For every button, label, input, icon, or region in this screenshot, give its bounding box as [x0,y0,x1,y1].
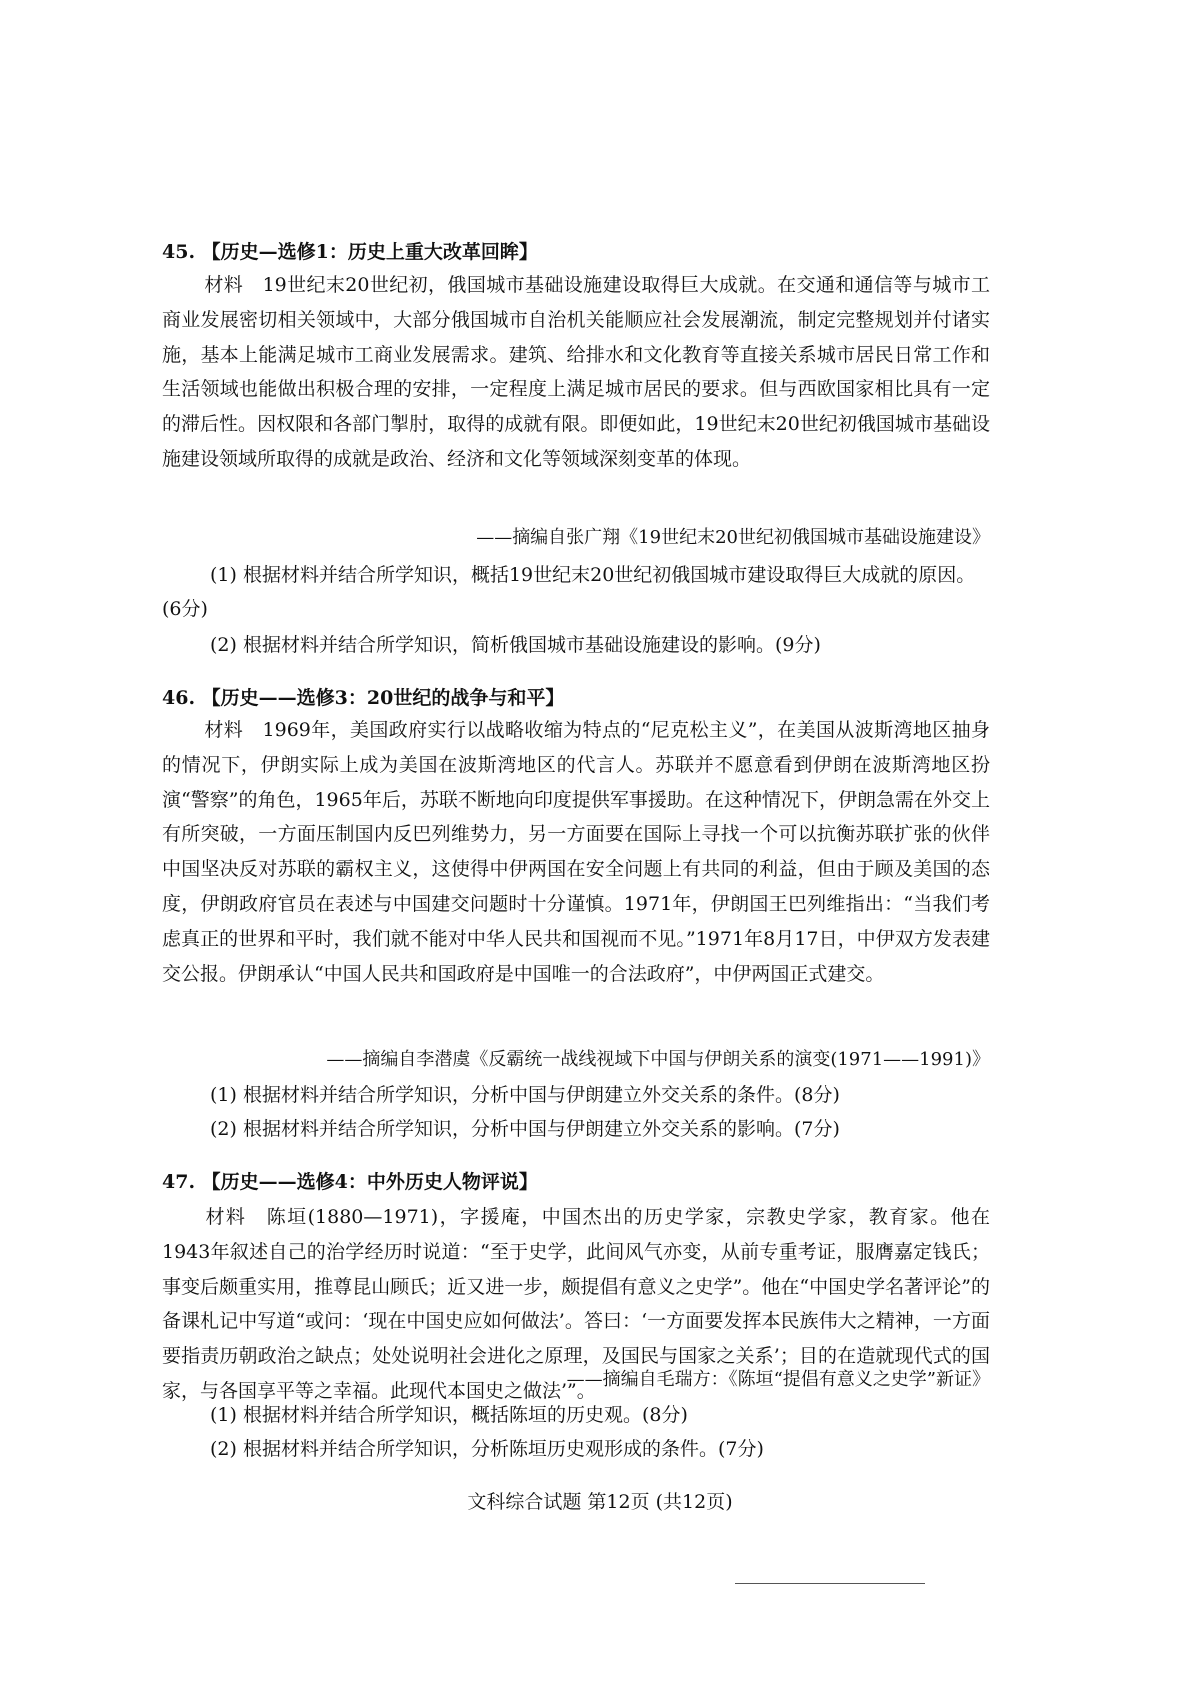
q45-source: ——摘编自张广翔《19世纪末20世纪初俄国城市基础设施建设》 [476,527,990,548]
q47-subquestion-2 [162,1432,990,1466]
q45-title: 45. 【历史—选修1：历史上重大改革回眸】 [162,241,538,263]
bottom-divider [735,1583,925,1584]
page-footer: 文科综合试题 第12页 (共12页) [467,1491,733,1513]
q45-subquestion-1 [162,558,990,626]
q45-subquestion-2 [162,628,990,662]
q47-material-text: 材料 陈垣(1880—1971)，字援庵，中国杰出的历史学家，宗教史学家，教育家。他在1943年叙述自己的治学经历时说道：“至于史学，此间风气亦变，从前专重考证，服膺嘉定钱氏；事变后颇重实用，推尊昆山顾氏；近又进一步，颇提倡有意义之史学”。他在“中国史学名著评论”的备课札记中写道“或问：‘现在中国史应如何做法’。答曰：‘一方面要发挥本民族伟大之精神，一方面要指责历朝政治之缺点；处处说明社会进化之原理，及国民与国家之关系’；目的在造就现代式的国家，与各国享平等之幸福。此现代本国史之做法’”。 [162,1206,990,1402]
q46-material [162,713,990,991]
q47-sub2-text: (2) 根据材料并结合所学知识，分析陈垣历史观形成的条件。(7分) [210,1438,764,1460]
q45-material-text: 材料 19世纪末20世纪初，俄国城市基础设施建设取得巨大成就。在交通和通信等与城市工商业发展密切相关领域中，大部分俄国城市自治机关能顺应社会发展潮流，制定完整规划并付诸实施，基本上能满足城市工商业发展需求。建筑、给排水和文化教育等直接关系城市居民日常工作和生活领域也能做出积极合理的安排，一定程度上满足城市居民的要求。但与西欧国家相比具有一定的滞后性。因权限和各部门掣肘，取得的成就有限。即便如此，19世纪末20世纪初俄国城市基础设施建设领域所取得的成就是政治、经济和文化等领域深刻变革的体现。 [162,274,990,470]
q47-source: ——摘编自毛瑞方：《陈垣“提倡有意义之史学”新证》 [566,1369,990,1390]
q46-sub1-text: (1) 根据材料并结合所学知识，分析中国与伊朗建立外交关系的条件。(8分) [210,1084,840,1106]
q47-sub1-text: (1) 根据材料并结合所学知识，概括陈垣的历史观。(8分) [210,1404,688,1426]
q46-material-text: 材料 1969年，美国政府实行以战略收缩为特点的“尼克松主义”，在美国从波斯湾地区抽身的情况下，伊朗实际上成为美国在波斯湾地区的代言人。苏联并不愿意看到伊朗在波斯湾地区扮演“警察”的角色，1965年后，苏联不断地向印度提供军事援助。在这种情况下，伊朗急需在外交上有所突破，一方面压制国内反巴列维势力，另一方面要在国际上寻找一个可以抗衡苏联扩张的伙伴 中国坚决反对苏联的霸权主义，这使得中伊两国在安全问题上有共同的利益，但由于顾及美国的态度，伊朗政府官员在表述与中国建交问题时十分谨慎。1971年，伊朗国王巴列维指出：“当我们考虑真正的世界和平时，我们就不能对中华人民共和国视而不见。”1971年8月17日，中伊双方发表建交公报。伊朗承认“中国人民共和国政府是中国唯一的合法政府”，中伊两国正式建交。 [162,719,990,985]
q46-subquestion-1 [162,1078,990,1112]
q46-title: 46. 【历史——选修3：20世纪的战争与和平】 [162,687,565,709]
q46-subquestion-2 [162,1112,990,1146]
q46-sub2-text: (2) 根据材料并结合所学知识，分析中国与伊朗建立外交关系的影响。(7分) [210,1118,840,1140]
q45-material [162,268,990,477]
q47-subquestion-1 [162,1398,990,1432]
q45-sub1-text: (1) 根据材料并结合所学知识，概括19世纪末20世纪初俄国城市建设取得巨大成就的原因。(6分) [162,564,976,620]
q47-title: 47. 【历史——选修4：中外历史人物评说】 [162,1171,538,1193]
q45-sub2-text: (2) 根据材料并结合所学知识，简析俄国城市基础设施建设的影响。(9分) [210,634,821,656]
q46-source: ——摘编自李潜虞《反霸统一战线视域下中国与伊朗关系的演变(1971——1991)》 [326,1049,990,1070]
